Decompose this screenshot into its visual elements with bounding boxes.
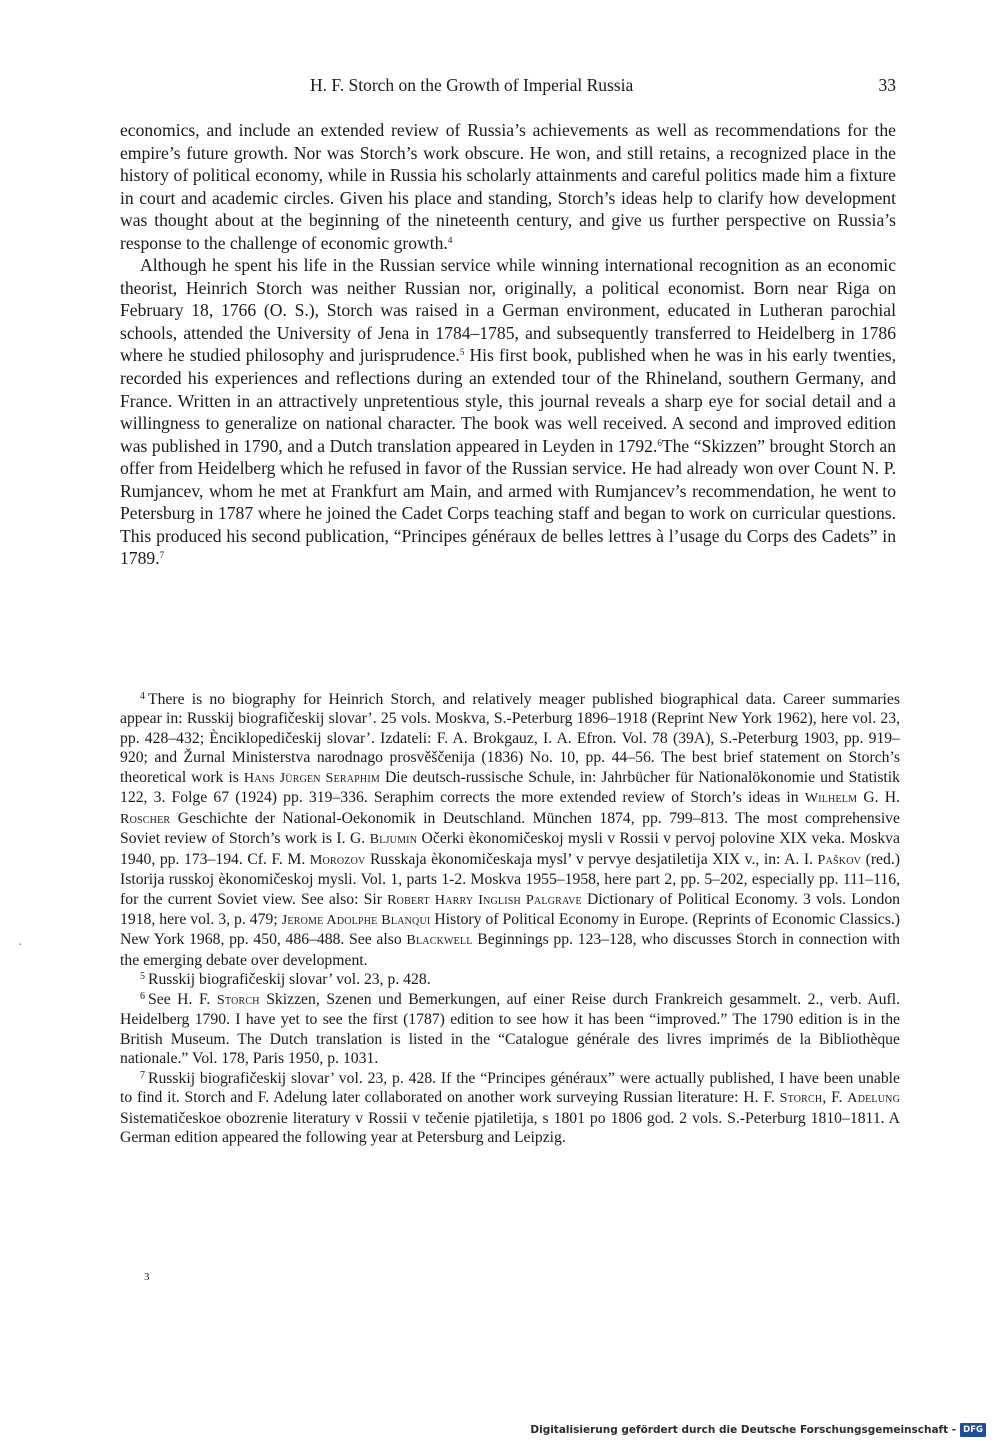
margin-tick: · (18, 938, 23, 953)
footnote-5: $^5$ Russkij biografičeskij slovar’ vol. 23, p. 428. (140, 971, 431, 989)
footnote-mark: 5 (140, 971, 145, 983)
page-number: 33 (878, 75, 896, 95)
dfg-logo: DFG (960, 1423, 986, 1437)
footnote-4: $^4$ There is no biography for Heinrich Storch, and relatively meager published biographical data. Career summaries appear in: Russkij biografičeskij slovar’. 25 vols. Moskva, S.-Peterburg 1896–1918 (Reprint New York 1962), here vol. 23, pp. 428–432; Ènciklopedičeskij slovar’. Izdateli: F. A. Brokgauz, I. A. Efron. Vol. 78 (39A), S.-Peterburg 1903, pp. 919–920; and Žurnal Ministerstva narodnago prosvěščenija (1836) No. 10, pp. 44–56. The best brief statement on Storch’s theoretical work is Hans Jürgen Seraphim Die deutsch-russische Schule, in: Jahrbücher für Nationalökonomie und Statistik 122, 3. Folge 67 (1924) pp. 319–336. Seraphim corrects the more extended review of Storch’s ideas in Wilhelm G. H. Roscher Geschichte der National-Oekonomik in Deutschland. München 1874, pp. 799–813. The most comprehensive Soviet review of Storch’s work is I. G. Bljumin Očerki èkonomičeskoj mysli v Rossii v pervoj polovine XIX veka. Moskva 1940, pp. 173–194. Cf. F. M. Morozov Russkaja èkonomičeskaja mysl’ v pervye desjatiletija XIX v., in: A. I. Paškov (red.) Istorija russkoj èkonomičeskoj mysli. Vol. 1, parts 1-2. Moskva 1955–1958, here part 2, pp. 5–202, especially pp. 111–116, for the current Soviet view. See also: Sir Robert Harry Inglish Palgrave Dictionary of Political Economy. 3 vols. London 1918, here vol. 3, p. 479; Jerome Adolphe Blanqui History of Political Economy in Europe. (Reprints of Economic Classics.) New York 1968, pp. 450, 486–488. See also Blackwell Beginnings pp. 123–128, who discusses Storch in connection with the emerging debate over development. (120, 691, 901, 969)
paragraph-2: Although he spent his life in the Russian service while winning international recognition as an economic theorist, Heinrich Storch was neither Russian nor, originally, a political economist. Born near Riga on February 18, 1766 (O. S.), Storch was raised in a German environment, educated in Lutheran parochial schools, attended the University of Jena in 1784–1785, and subsequently transferred to Heidelberg in 1786 where he studied philosophy and jurisprudence.$^5$ His first book, published when he was in his early twenties, recorded his experiences and reflections during an extended tour of the Rhineland, southern Germany, and France. Written in an attractively unpretentious style, this journal reveals a sharp eye for social detail and a willingness to generalize on national character. The book was well received. A second and improved edition was published in 1790, and a Dutch translation appeared in Leyden in 1792.$^6$The “Skizzen” brought Storch an offer from Heidelberg which he refused in favor of the Russian service. He had already won over Count N. P. Rumjancev, whom he met at Frankfurt am Main, and armed with Rumjancev’s recommendation, he went to Petersburg in 1787 where he joined the Cadet Corps teaching staff and began to work on curricular questions. This produced his second publication, “Principes généraux de belles lettres à l’usage du Corps des Cadets” in 1789.$^7$ (120, 255, 896, 569)
footnote-ref-6[interactable]: 6 (657, 437, 662, 448)
footnote-ref-5[interactable]: 5 (459, 347, 465, 358)
running-title: H. F. Storch on the Growth of Imperial Russia (310, 75, 634, 95)
footnote-mark: 7 (140, 1069, 145, 1081)
footnotes (120, 690, 900, 1147)
footnote-7: $^7$ Russkij biografičeskij slovar’ vol. 23, p. 428. If the “Principes généraux” were actually published, I have been unable to find it. Storch and F. Adelung later collaborated on another work surveying Russian literature: H. F. Storch, F. Adelung Sistematičeskoe obozrenie literatury v Rossii v tečenie pjatiletija, s 1801 po 1806 god. 2 vols. S.-Peterburg 1810–1811. A German edition appeared the following year at Petersburg and Leipzig. (120, 1069, 901, 1146)
main-text (120, 119, 896, 570)
footnote-ref-4[interactable]: 4 (447, 234, 453, 245)
footnote-6: $^6$ See H. F. Storch Skizzen, Szenen und Bemerkungen, auf einer Reise durch Frankreich gesammelt. 2., verb. Aufl. Heidelberg 1790. I have yet to see the first (1787) edition to see how it has been “improved.” The 1790 edition is in the British Museum. The Dutch translation is listed in the “Catalogue générale des livres imprimés de la Bibliothèque nationale.” Vol. 178, Paris 1950, p. 1031. (120, 990, 900, 1068)
footnote-mark: 6 (140, 990, 145, 1002)
footnote-mark: 4 (140, 691, 145, 702)
signature-mark: 3 (144, 1271, 150, 1283)
digitization-footer (530, 1423, 986, 1437)
paragraph-1: economics, and include an extended review of Russia’s achievements as well as recommendations for the empire’s future growth. Nor was Storch’s work obscure. He won, and still retains, a recognized place in the history of political economy, while in Russia his scholarly attainments and careful politics made him a fixture in court and academic circles. Given his place and standing, Storch’s ideas help to clarify how development was thought about at the beginning of the nineteenth century, and give us further perspective on Russia’s response to the challenge of economic growth.$^4$ (120, 120, 896, 253)
footer-text: Digitalisierung gefördert durch die Deutsche Forschungsgemeinschaft - (530, 1424, 957, 1436)
footnote-ref-7[interactable]: 7 (159, 550, 165, 561)
